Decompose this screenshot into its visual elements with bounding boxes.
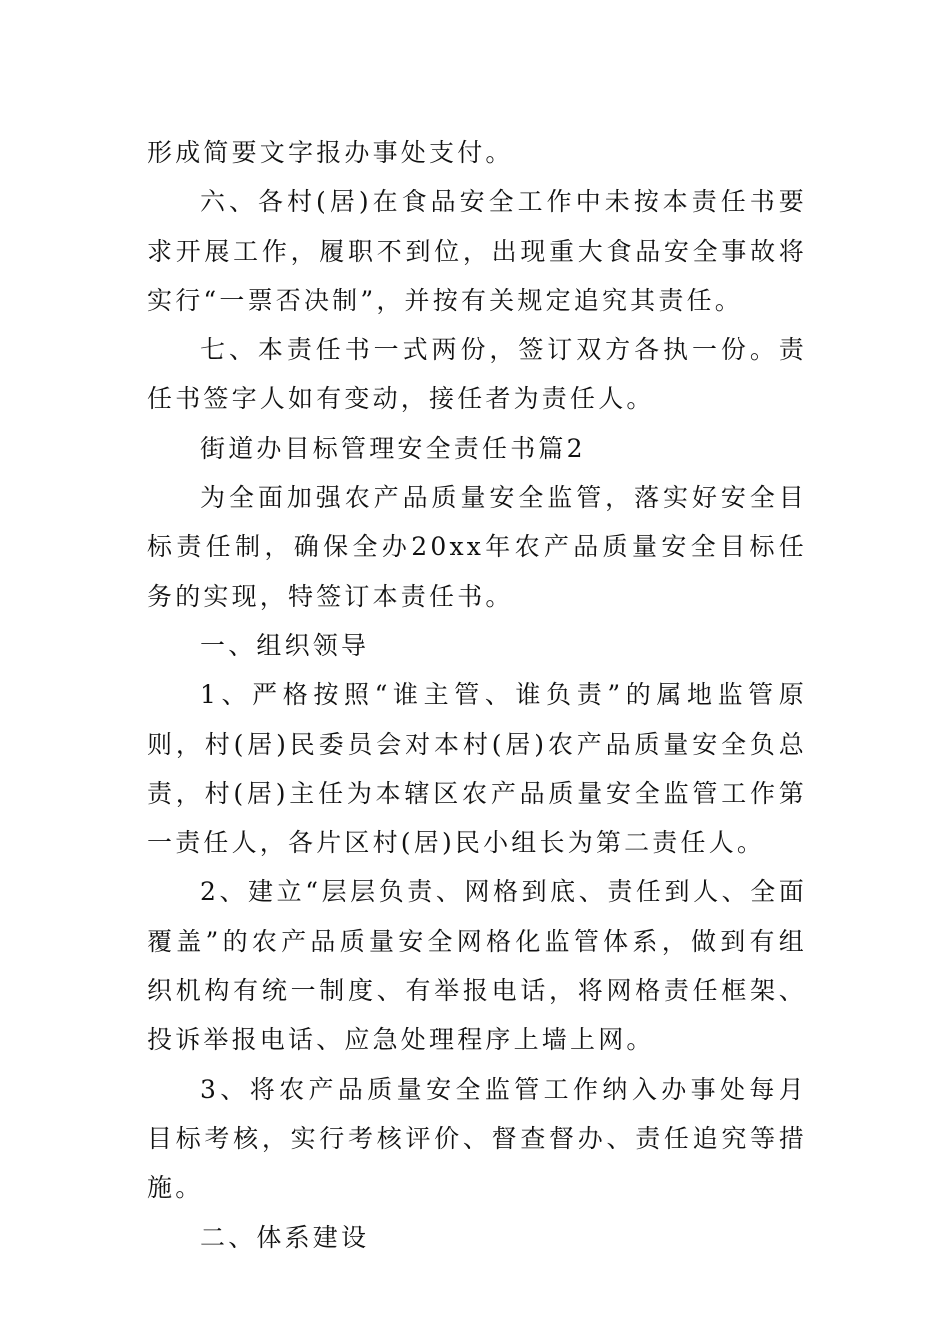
paragraph-point-1: 1、严格按照“谁主管、谁负责”的属地监管原则，村(居)民委员会对本村(居)农产品质量安全负总责，村(居)主任为本辖区农产品质量安全监管工作第一责任人，各片区村(居)民小组长为第二责任人。: [147, 680, 807, 858]
section-title: 街道办目标管理安全责任书篇2: [200, 433, 586, 463]
paragraph-point-2: 2、建立“层层负责、网格到底、责任到人、全面覆盖”的农产品质量安全网格化监管体系，做到有组织机构有统一制度、有举报电话，将网格责任框架、投诉举报电话、应急处理程序上墙上网。: [147, 877, 807, 1055]
paragraph-item-7: 七、本责任书一式两份，签订双方各执一份。责任书签字人如有变动，接任者为责任人。: [147, 335, 807, 414]
paragraph-point-3: 3、将农产品质量安全监管工作纳入办事处每月目标考核，实行考核评价、督查督办、责任追究等措施。: [147, 1074, 807, 1203]
heading-organization: 一、组织领导: [200, 630, 370, 660]
document-body: [147, 128, 807, 1262]
paragraph-continuation: 形成简要文字报办事处支付。: [147, 138, 514, 167]
paragraph-item-6: 六、各村(居)在食品安全工作中未按本责任书要求开展工作，履职不到位，出现重大食品安全事故将实行“一票否决制”，并按有关规定追究其责任。: [147, 187, 807, 315]
heading-system-building: 二、体系建设: [200, 1222, 370, 1252]
paragraph-intro: 为全面加强农产品质量安全监管，落实好安全目标责任制，确保全办20xx年农产品质量安全目标任务的实现，特签订本责任书。: [147, 483, 807, 611]
